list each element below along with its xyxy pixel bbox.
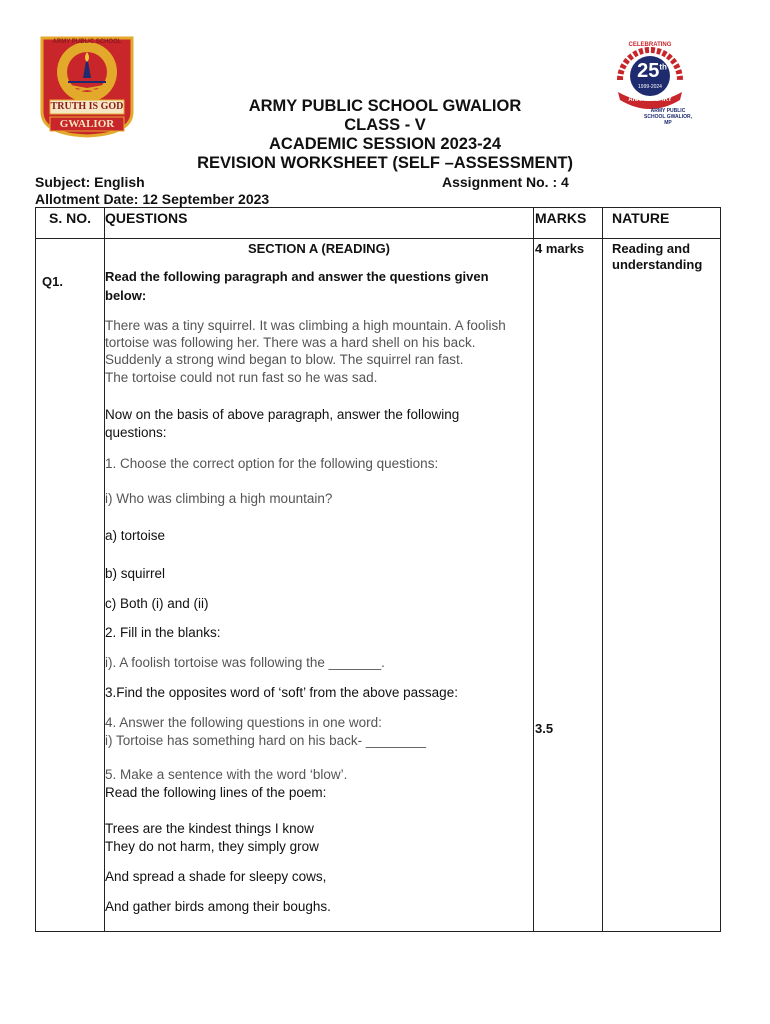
crest-arc-text: ARMY PUBLIC SCHOOL [52,39,122,45]
paragraph-line: There was a tiny squirrel. It was climbing a high mountain. A foolish [105,318,506,333]
crest-motto: TRUTH IS GOD [50,101,124,112]
class-title: CLASS - V [344,116,426,134]
school-name: ARMY PUBLIC SCHOOL GWALIOR [248,97,522,115]
session-title: ACADEMIC SESSION 2023-24 [269,135,501,153]
poem-line: And spread a shade for sleepy cows, [105,869,327,884]
poem-line: They do not harm, they simply grow [105,839,319,854]
marks-value: 3.5 [535,721,554,736]
subquestion-1-i: i) Who was climbing a high mountain? [105,491,333,506]
instruction-line-2: questions: [105,425,167,440]
question-prompt-line-2: below: [105,288,147,303]
paragraph-line: The tortoise could not run fast so he was sad. [105,370,378,385]
poem-line: And gather birds among their boughs. [105,899,331,914]
subquestion-1-label: 1. Choose the correct option for the following questions: [105,456,439,471]
header-marks: MARKS [535,210,587,226]
crest-city: GWALIOR [59,118,115,130]
header-sno: S. NO. [48,210,91,226]
subquestion-5: 5. Make a sentence with the word ‘blow’. [105,767,348,782]
nature-line-2: understanding [612,257,703,272]
paragraph-line: Suddenly a strong wind began to blow. The squirrel ran fast. [105,352,464,367]
anniversary-ribbon: ANNIVERSARY [628,97,672,103]
paragraph-line: tortoise was following her. There was a hard shell on his back. [105,335,476,350]
subquestion-4-label: 4. Answer the following questions in one word: [105,715,382,730]
question-prompt-line-1: Read the following paragraph and answer the questions given [105,269,489,284]
assignment-number: Assignment No. : 4 [442,174,569,190]
option-b: b) squirrel [105,566,166,581]
anniversary-school: ARMY PUBLIC SCHOOL GWALIOR, MP [644,108,692,126]
subject-label: Subject: English [35,174,145,190]
instruction-line-1: Now on the basis of above paragraph, answer the following [105,407,460,422]
anniversary-number [632,60,672,83]
option-a: a) tortoise [105,528,166,543]
anniversary-years: 1999-2024 [638,84,662,90]
subquestion-3: 3.Find the opposites word of ‘soft’ from the above passage: [105,685,458,700]
anniversary-number-value: 25 [637,60,660,82]
section-title: SECTION A (READING) [247,241,391,256]
subquestion-2-label: 2. Fill in the blanks: [105,625,221,640]
subquestion-2-i: i). A foolish tortoise was following the _______. [105,655,385,670]
anniversary-suffix: th [659,62,667,72]
allotment-date: Allotment Date: 12 September 2023 [35,191,270,207]
section-marks: 4 marks [535,241,585,256]
worksheet-title: REVISION WORKSHEET (SELF –ASSESSMENT) [197,154,573,172]
nature-line-1: Reading and [612,241,691,256]
subquestion-4-i: i) Tortoise has something hard on his back- ________ [105,733,426,748]
header-nature: NATURE [612,210,670,226]
poem-prompt: Read the following lines of the poem: [105,785,327,800]
poem-line: Trees are the kindest things I know [105,821,314,836]
option-c: c) Both (i) and (ii) [105,596,209,611]
question-number: Q1. [42,274,63,289]
anniversary-top-text: CELEBRATING [628,42,672,48]
header-questions: QUESTIONS [105,210,188,226]
